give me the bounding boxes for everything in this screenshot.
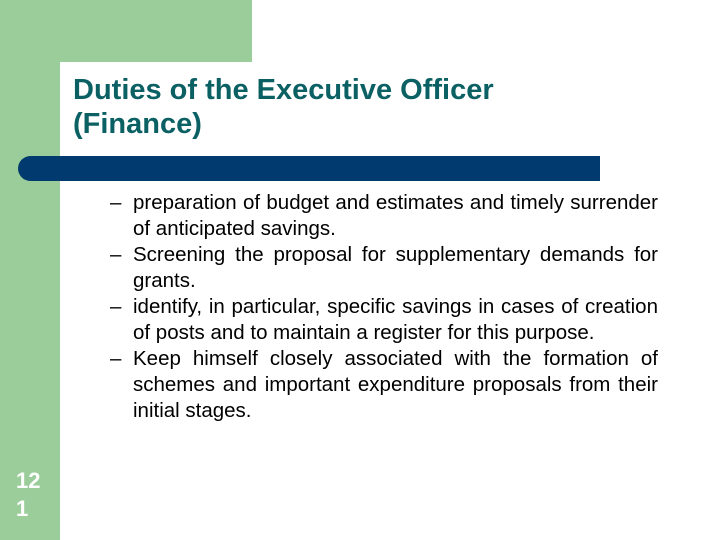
slide-title xyxy=(73,73,633,141)
bullet-text: Screening the proposal for supplementary demands for grants. xyxy=(133,243,658,292)
title-underline-bar xyxy=(18,156,600,181)
bullet-text: preparation of budget and estimates and timely surrender of anticipated savings. xyxy=(133,191,658,240)
bullet-item-schemes xyxy=(110,346,658,424)
bullet-dash-marker: – xyxy=(110,347,122,370)
bullet-dash-marker: – xyxy=(110,295,122,318)
slide-title-line-1: Duties of the Executive Officer xyxy=(73,74,494,106)
decorative-green-left-strip xyxy=(0,0,60,540)
bullet-item-savings xyxy=(110,294,658,346)
slide-title-line-2: (Finance) xyxy=(73,108,202,140)
bullet-text: identify, in particular, specific savings in cases of creation of posts and to maintain a register for this purpose. xyxy=(133,295,658,344)
slide-page-number: 121 xyxy=(16,468,41,521)
bullet-item-screening xyxy=(110,242,658,294)
bullet-dash-marker: – xyxy=(110,191,122,214)
bullet-item-budget xyxy=(110,190,658,242)
bullet-text: Keep himself closely associated with the formation of schemes and important expenditure proposals from their initial stages. xyxy=(133,347,658,422)
bullet-dash-marker: – xyxy=(110,243,122,266)
bullet-list xyxy=(110,190,658,424)
